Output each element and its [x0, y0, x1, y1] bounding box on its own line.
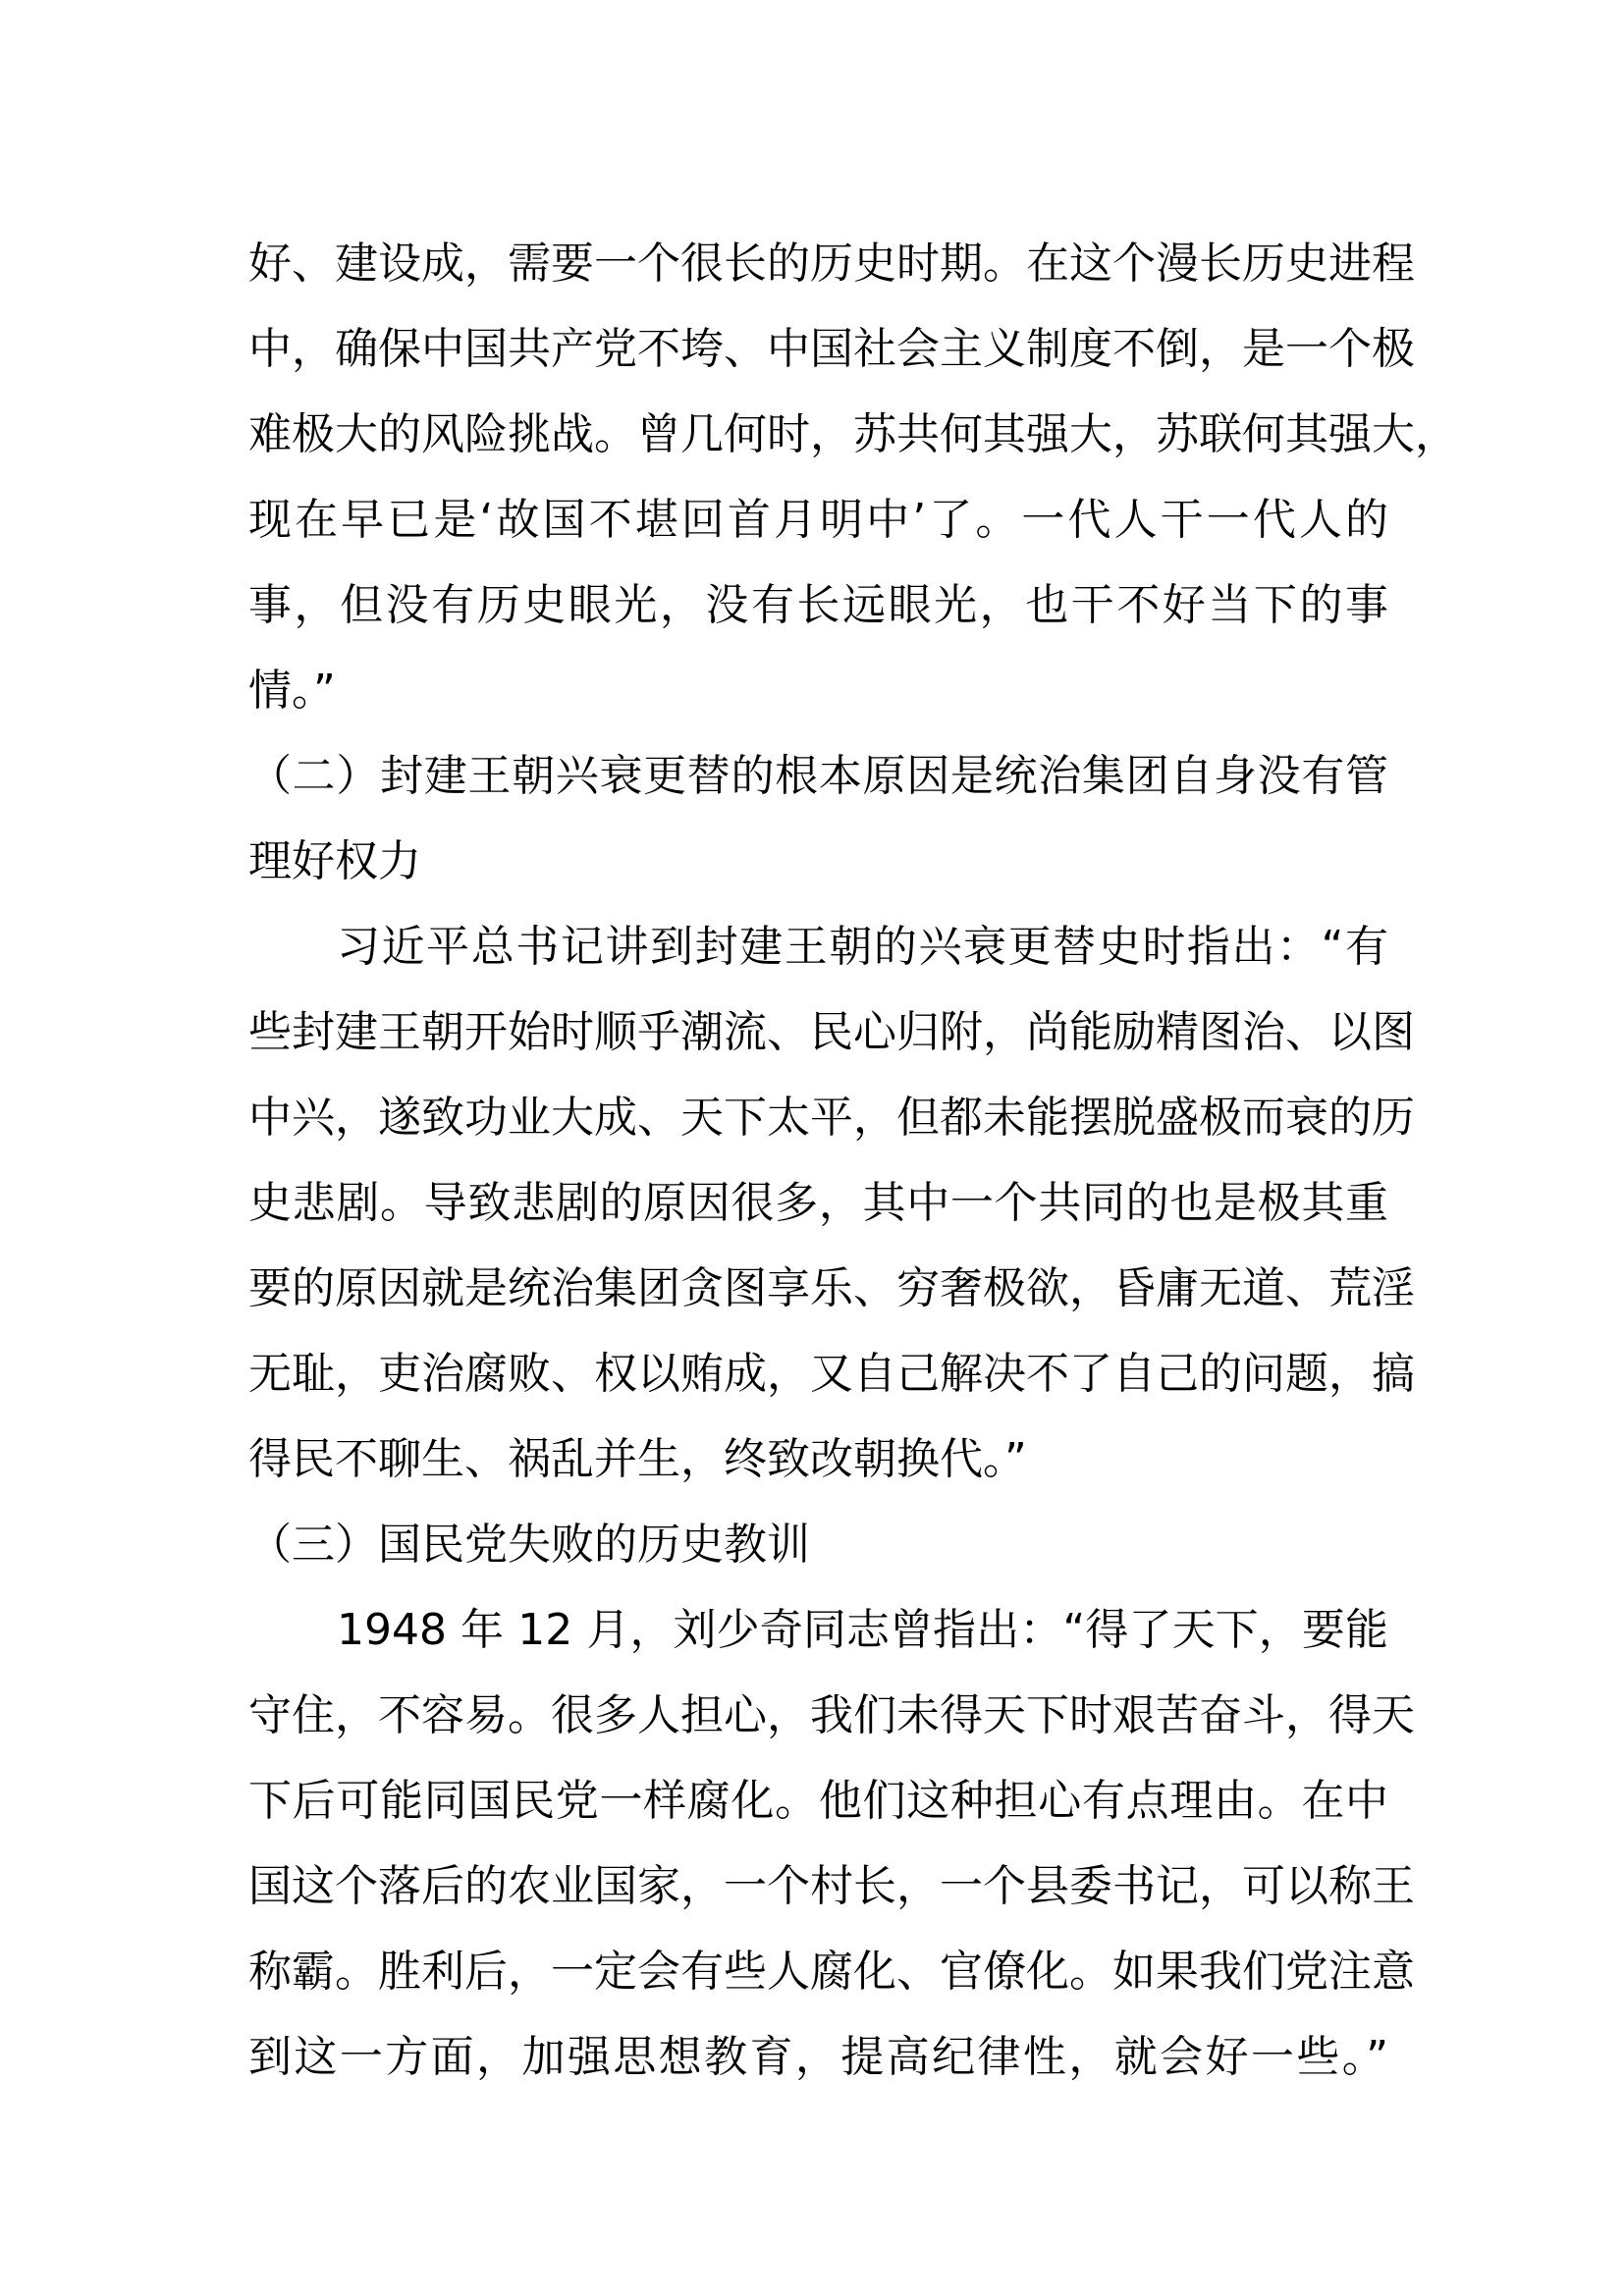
section-heading-line: （三）国民党失败的历史教训 [248, 1520, 810, 1570]
document-page [248, 221, 1458, 2100]
text-line: 下后可能同国民党一样腐化。他们这种担心有点理由。在中 [248, 1776, 1388, 1826]
text-line: 守住，不容易。很多人担心，我们未得天下时艰苦奋斗，得天 [248, 1690, 1415, 1740]
text-line: 理好权力 [248, 836, 421, 886]
text-line: 事，但没有历史眼光，没有长远眼光，也干不好当下的事 [248, 580, 1388, 630]
text-line: 到这一方面，加强思想教育，提高纪律性，就会好一些。” [248, 2032, 1388, 2082]
text-line: 称霸。胜利后，一定会有些人腐化、官僚化。如果我们党注意 [248, 1947, 1415, 1997]
text-line: 史悲剧。导致悲剧的原因很多，其中一个共同的也是极其重 [248, 1178, 1388, 1228]
text-line: 些封建王朝开始时顺乎潮流、民心归附，尚能励精图治、以图 [248, 1007, 1415, 1057]
text-line: 中，确保中国共产党不垮、中国社会主义制度不倒，是一个极 [248, 324, 1415, 374]
text-line: 国这个落后的农业国家，一个村长，一个县委书记，可以称王 [248, 1861, 1415, 1911]
text-line: 得民不聊生、祸乱并生，终致改朝换代。” [248, 1434, 1027, 1484]
text-line: 习近平总书记讲到封建王朝的兴衰更替史时指出：“有 [337, 922, 1388, 972]
text-line: 现在早已是‘故国不堪回首月明中’了。一代人干一代人的 [248, 495, 1388, 545]
text-line: 难极大的风险挑战。曾几何时，苏共何其强大，苏联何其强大， [248, 409, 1458, 459]
text-line: 中兴，遂致功业大成、天下太平，但都未能摆脱盛极而衰的历 [248, 1093, 1415, 1143]
text-line: 好、建设成，需要一个很长的历史时期。在这个漫长历史进程 [248, 239, 1415, 289]
section-heading-line: （二）封建王朝兴衰更替的根本原因是统治集团自身没有管 [248, 751, 1388, 801]
text-line: 要的原因就是统治集团贪图享乐、穷奢极欲，昏庸无道、荒淫 [248, 1263, 1415, 1313]
text-line: 情。” [248, 666, 336, 716]
text-line: 1948 年 12 月，刘少奇同志曾指出：“得了天下，要能 [337, 1605, 1388, 1655]
text-line: 无耻，吏治腐败、权以贿成，又自己解决不了自己的问题，搞 [248, 1349, 1415, 1399]
